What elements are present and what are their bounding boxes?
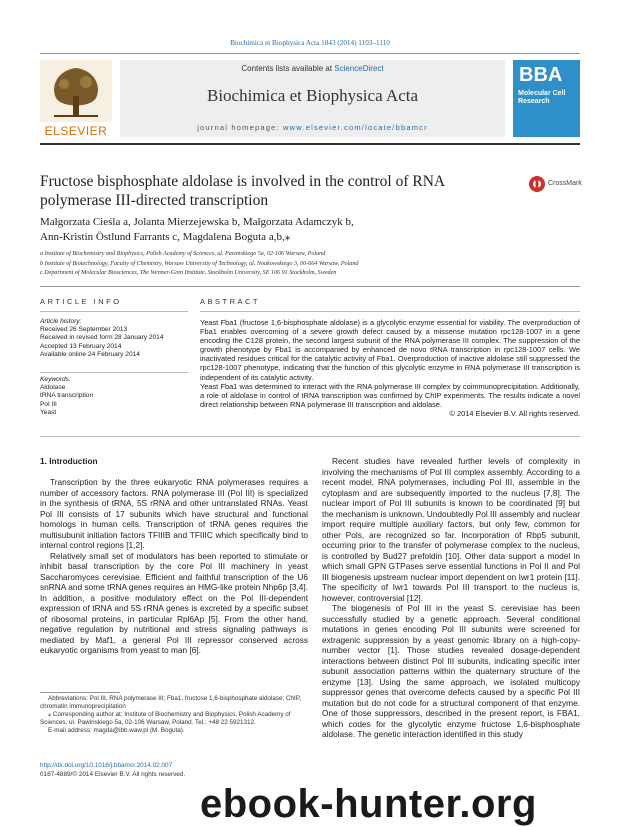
article-history xyxy=(40,318,188,359)
issn-line: 0167-4889/© 2014 Elsevier B.V. All rights reserved. xyxy=(40,771,186,778)
crossmark-badge[interactable] xyxy=(528,175,580,195)
keywords xyxy=(40,376,188,417)
authors-line-1: Małgorzata Cieśla a, Jolanta Mierzejewska b, Małgorzata Adamczyk b, xyxy=(40,216,354,228)
history-received: Received 26 September 2013 xyxy=(40,326,128,334)
journal-title: Biochimica et Biophysica Acta xyxy=(206,86,419,105)
meta-divider xyxy=(40,286,580,287)
publisher-name: ELSEVIER xyxy=(44,124,108,138)
contents-line xyxy=(120,64,505,73)
footnote-corresponding: ⁎ Corresponding author at: Institute of Biochemistry and Biophysics, Polish Academy of Sciences, ul. Pawinskiego 5a, 02-106 Warsaw, Poland. Tel.: +48 22 5921312. xyxy=(40,711,291,727)
doi-link[interactable]: http://dx.doi.org/10.1016/j.bbamcr.2014.02.007 xyxy=(40,762,173,769)
affiliation-a: a Institute of Biochemistry and Biophysics, Polish Academy of Sciences, ul. Pawinskiego 5a, 02-106 Warsaw, Poland xyxy=(40,251,326,257)
copyright-notice: © 2014 Elsevier B.V. All rights reserved. xyxy=(449,408,580,418)
journal-cover xyxy=(513,60,580,137)
abstract-heading: ABSTRACT xyxy=(200,297,261,306)
abstract-text xyxy=(200,318,580,418)
cover-abbreviation: BBA xyxy=(519,64,563,86)
footnote-abbreviations: Abbreviations: Pol III, RNA polymerase III; Fba1, fructose 1,6-bisphosphate aldolase; ChIP, chromatin immunoprecipitation xyxy=(40,695,301,711)
history-accepted: Accepted 13 February 2014 xyxy=(40,342,122,350)
article-title: Fructose bisphosphate aldolase is involved in the control of RNA polymerase III-directed transcription xyxy=(40,173,445,209)
affiliation-c: c Department of Molecular Biosciences, The Wenner-Gren Institute, Stockholm University, SE 106 91 Stockholm, Sweden xyxy=(40,270,337,277)
top-divider xyxy=(40,53,580,54)
elsevier-tree-logo xyxy=(40,60,112,134)
authors-line-2: Ann-Kristin Östlund Farrants c, Magdalena Boguta a,b,⁎ xyxy=(40,231,291,243)
affiliation-b: b Institute of Biotechnology, Faculty of Chemistry, Warsaw University of Technology, ul. Noakowskiego 3, 00-664 Warsaw, Poland xyxy=(40,260,359,267)
footnote-email[interactable]: E-mail address: magda@ibb.waw.pl (M. Boguta). xyxy=(48,727,185,735)
history-label: Article history: xyxy=(40,318,82,325)
sciencedirect-link[interactable]: ScienceDirect xyxy=(334,64,384,73)
crossmark-icon xyxy=(528,175,546,193)
keyword-item: Aldolase xyxy=(40,384,66,392)
body-paragraph: The biogenesis of Pol III in the yeast S. cerevisiae has been successfully studied by a genetic approach. Several conditional mutations in genes encoding Pol III subunits were screened for extragenic suppression by a yeast genomic library on a high-copy-number vector [1]. Those studies revealed dosage-dependent interactions between distinct Pol III subunits, indicating specific inter subunit association patterns within the quaternary structure of the enzyme [13]. Using the same approach, we isolated multicopy suppressor genes that overcome defects caused by a specific Pol III mutation but do not code for a structural component of that enzyme. One of those suppressors, described in the present report, is FBA1, which codes for the glycolytic enzyme fructose 1,6-bisphosphate aldolase. The genetic interaction identified in this study xyxy=(322,603,580,739)
header-divider xyxy=(40,143,580,145)
body-column-left xyxy=(40,477,308,656)
homepage-prefix: journal homepage: xyxy=(197,123,283,132)
keywords-label: Keywords: xyxy=(40,376,71,383)
body-column-right xyxy=(322,456,580,740)
journal-homepage xyxy=(120,123,505,132)
cover-subtitle: Molecular Cell Research xyxy=(518,90,566,105)
abstract-paragraph-2: Yeast Fba1 was determined to interact with the RNA polymerase III complex by coimmunoprecipitation. Additionally, a role of aldolase in control of tRNA transcription was confirmed by ChIP experiments. The results indicate a novel direct relationship between RNA polymerase III transcription and aldolase. xyxy=(200,381,580,409)
crossmark-label: CrossMark xyxy=(548,180,582,187)
author-list xyxy=(40,215,460,245)
keyword-item: Pol III xyxy=(40,400,57,408)
footnote-divider xyxy=(40,692,120,693)
affiliations xyxy=(40,250,580,279)
body-paragraph: Relatively small set of modulators has been reported to stimulate or inhibit basal transcription by the core Pol III machinery in yeast Saccharomyces cerevisiae. Efficient and faithful transcription of the U6 snRNA and some tRNA genes requires an HMG-like protein Nhp6p [3,4]. In addition, a positive modulatory effect on the Pol III-dependent expression of tRNA and 5S rRNA genes is excreted by a specific subset of ribosomal proteins, in particular Rpl6Ap [5]. From the other hand, negative regulation by nutritional and stress signaling pathways is mediated by Maf1, a general Pol III repressor conserved across eukaryotic organisms from yeast to man [6]. xyxy=(40,550,308,655)
footnotes xyxy=(40,695,308,735)
body-paragraph: Transcription by the three eukaryotic RNA polymerases requires a number of accessory factors. RNA polymerase III (Pol III) is specialized in the synthesis of tRNA, 5S rRNA and other untranslated RNAs. Yeast Pol III consists of 17 subunits which have structural and functional homologs in human cells. Transcription of tRNA genes requires the multisubunit initiation factors TFIIIB and TFIIIC which specifically bind to internal control regions [1,2]. xyxy=(40,477,308,550)
running-head[interactable]: Biochimica et Biophysica Acta 1843 (2014) 1103–1110 xyxy=(230,39,390,47)
section-heading-introduction: 1. Introduction xyxy=(40,456,98,466)
history-online: Available online 24 February 2014 xyxy=(40,350,140,358)
abstract-paragraph-1: Yeast Fba1 (fructose 1,6-bisphosphate aldolase) is a glycolytic enzyme essential for viability. The overproduction of Fba1 enables overcoming of a severe growth defect caused by a missense mutation rpc128-1007 in a gene encoding the C128 protein, the second largest subunit of the RNA polymerase III complex. The suppression of the growth phenotype by Fba1 is accompanied by enhanced de novo tRNA transcription in rpc128-1007 cells. We inactivated residues critical for the catalytic activity of Fba1. Overproduction of inactive aldolase still suppressed the rpc128-1007 phenotype, indicating that the function of this glycolytic enzyme in RNA polymerase III transcription is independent of its catalytic activity. xyxy=(200,318,580,382)
history-revised: Received in revised form 28 January 2014 xyxy=(40,334,164,342)
watermark: ebook-hunter.org xyxy=(200,782,537,826)
article-info-heading: ARTICLE INFO xyxy=(40,297,122,306)
abstract-divider xyxy=(200,311,580,312)
contents-prefix: Contents lists available at xyxy=(241,64,335,73)
keyword-item: tRNA transcription xyxy=(40,392,94,400)
keywords-divider xyxy=(40,372,188,373)
keyword-item: Yeast xyxy=(40,408,57,416)
body-paragraph: Recent studies have revealed further levels of complexity in involving the mechanisms of Pol III complex assembly. According to a recent model, RNA polymerases, including Pol III, assemble in the cytoplasm and are subsequently imported to the nucleus [7,8]. The nuclear import of Pol III subunits is known to be coordinated [9] but the mechanism is unknown. Undoubtedly Pol III assembly and nuclear import require multiple auxiliary factors, but only few, common for other Pols, are recognized so far. Incorporation of Rbp5 subunit, occurring prior to the transfer of polymerase complex to the nucleus, is controlled by Bud27 prefoldin [10]. Other data support a model in which small GPN GTPases serve essential functions in Pol II and Pol III biogenesis upstream nuclear import dependent on Iwr1 protein [11]. The specificity of Iwr1 towards Pol III transport to the nucleus is, however, controversial [12]. xyxy=(322,456,580,603)
abstract-bottom-divider xyxy=(40,436,580,437)
article-info-divider xyxy=(40,311,188,312)
homepage-link[interactable]: www.elsevier.com/locate/bbamcr xyxy=(283,123,428,132)
